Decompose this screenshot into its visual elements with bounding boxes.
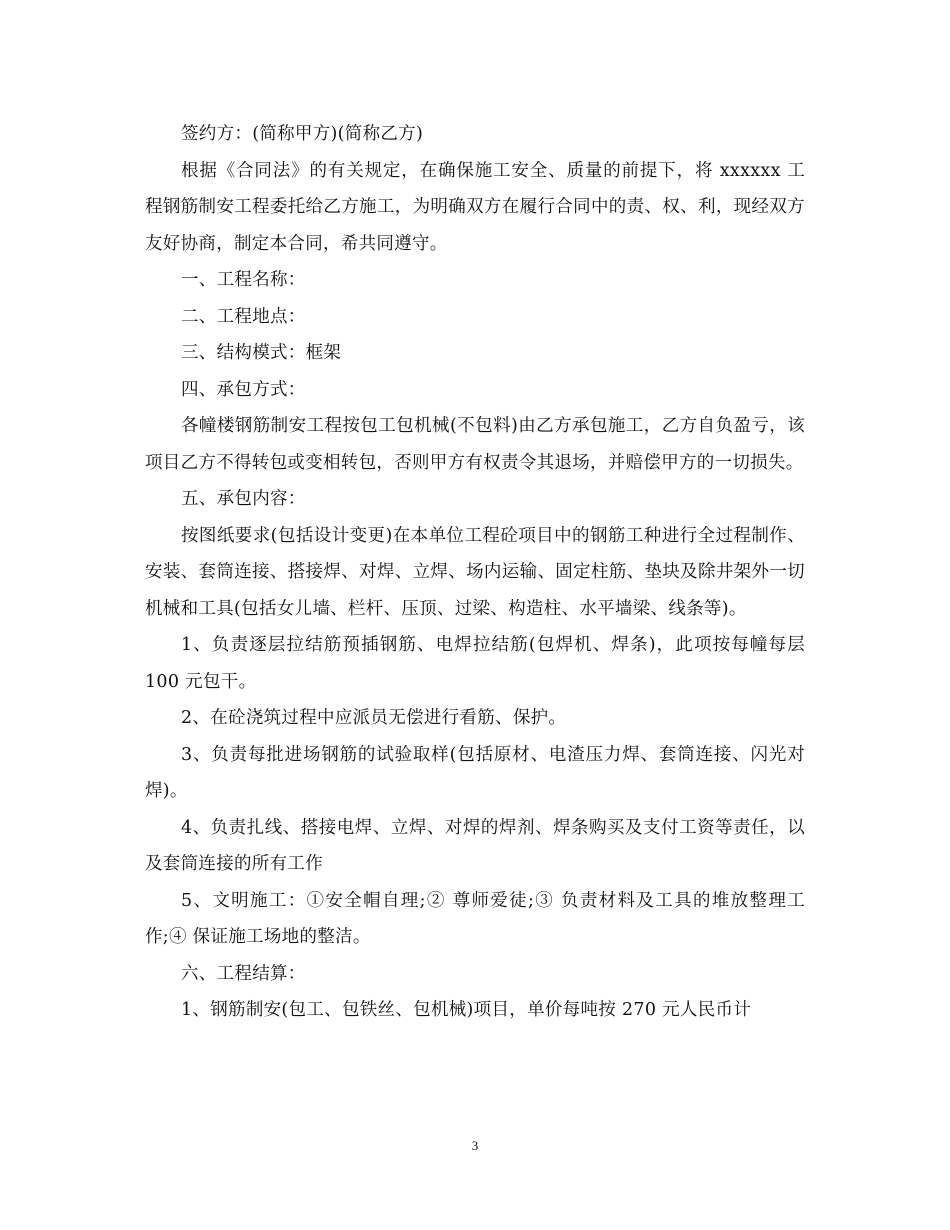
paragraph-contract-scope-body: 按图纸要求(包括设计变更)在本单位工程砼项目中的钢筋工种进行全过程制作、安装、套筒连接、搭接焊、对焊、立焊、场内运输、固定柱筋、垫块及除井架外一切机械和工具(包括女儿墙、栏杆、压顶、过梁、构造柱、水平墙梁、线条等)。: [145, 525, 805, 619]
paragraph-scope-item-3: 3、负责每批进场钢筋的试验取样(包括原材、电渣压力焊、套筒连接、闪光对焊)。: [145, 744, 805, 801]
paragraph-contract-scope-heading: 五、承包内容：: [181, 489, 306, 509]
document-body: [145, 116, 805, 1029]
paragraph-scope-item-1: 1、负责逐层拉结筋预插钢筋、电焊拉结筋(包焊机、焊条)，此项按每幢每层 100 元包干。: [145, 635, 805, 692]
paragraph-preamble: 根据《合同法》的有关规定，在确保施工安全、质量的前提下，将 xxxxxx 工程钢筋制安工程委托给乙方施工，为明确双方在履行合同中的责、权、利，现经双方友好协商，制定本合同，希共同遵守。: [145, 160, 805, 254]
paragraph-settlement-heading: 六、工程结算：: [181, 963, 306, 984]
paragraph-contract-method-body: 各幢楼钢筋制安工程按包工包机械(不包料)由乙方承包施工，乙方自负盈亏，该项目乙方不得转包或变相转包，否则甲方有权责令其退场，并赔偿甲方的一切损失。: [145, 416, 805, 473]
paragraph-scope-item-5: 5、文明施工：①安全帽自理;② 尊师爱徒;③ 负责材料及工具的堆放整理工作;④ 保证施工场地的整洁。: [145, 890, 805, 947]
page-number: 3: [471, 1138, 479, 1153]
paragraph-structure-type: 三、结构模式：框架: [181, 343, 342, 363]
paragraph-signing-parties: 签约方：(简称甲方)(简称乙方): [181, 124, 424, 144]
paragraph-contract-method-heading: 四、承包方式：: [181, 379, 306, 400]
paragraph-scope-item-4: 4、负责扎线、搭接电焊、立焊、对焊的焊剂、焊条购买及支付工资等责任，以及套筒连接的所有工作: [145, 817, 805, 874]
paragraph-project-location: 二、工程地点：: [181, 306, 306, 327]
paragraph-settlement-item-1: 1、钢筋制安(包工、包铁丝、包机械)项目，单价每吨按 270 元人民币计: [181, 1000, 752, 1020]
paragraph-project-name: 一、工程名称：: [181, 270, 306, 290]
paragraph-scope-item-2: 2、在砼浇筑过程中应派员无偿进行看筋、保护。: [181, 708, 567, 728]
